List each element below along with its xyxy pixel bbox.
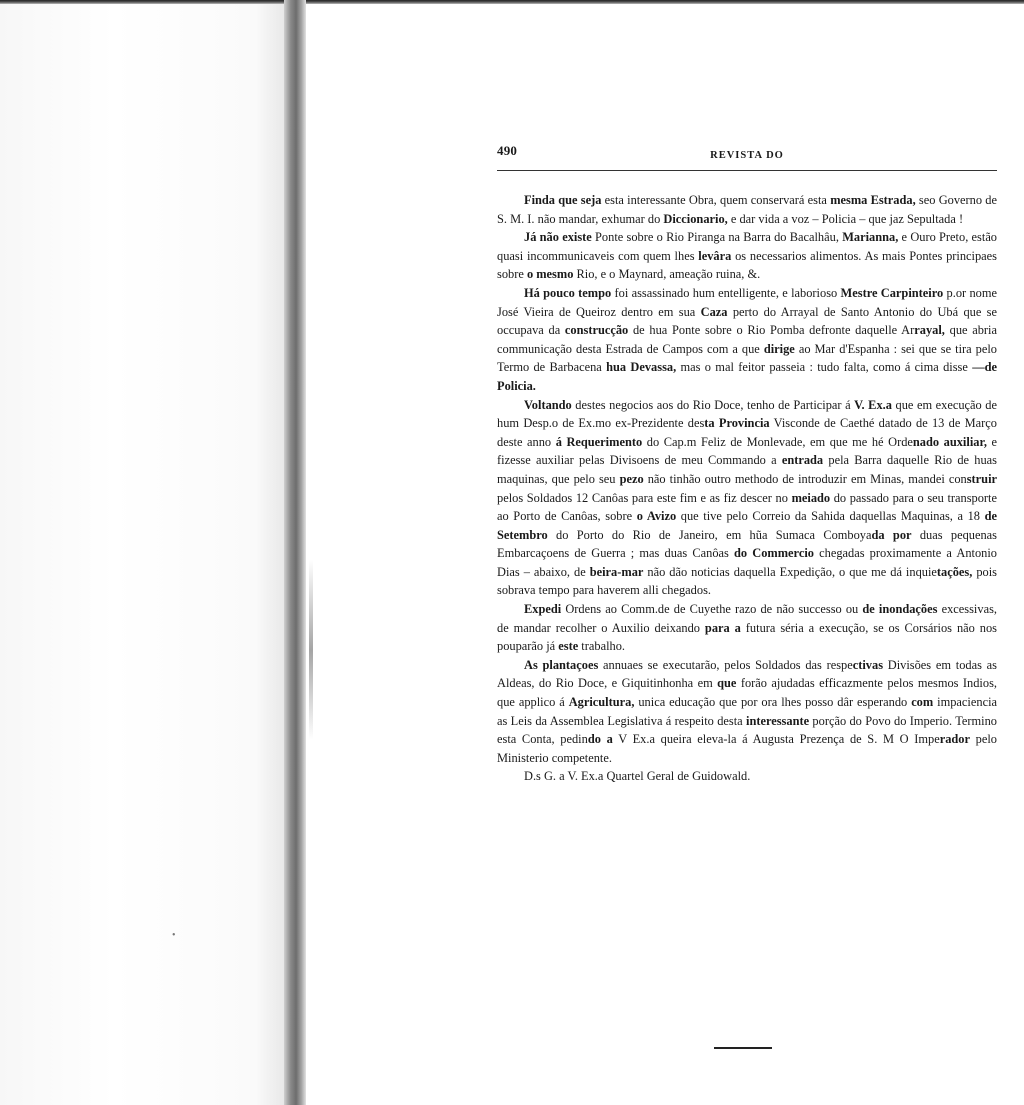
- bold-lead-text: struir: [966, 471, 998, 486]
- bold-lead-text: com: [911, 695, 934, 710]
- book-gutter-shadow: [284, 0, 306, 1105]
- bold-lead-text: meiado: [791, 490, 831, 505]
- running-title: REVISTA DO: [710, 150, 784, 161]
- text-run: seo Governo de S. M. I. não mandar, exhumar do: [497, 193, 997, 226]
- text-run: foi assassinado hum entelligente, e laborioso: [611, 285, 841, 300]
- bold-lead-text: Já não existe: [524, 230, 592, 245]
- paragraph: [497, 767, 997, 786]
- bold-lead-text: tações,: [936, 564, 973, 579]
- bold-lead-text: Mestre Carpinteiro: [840, 285, 944, 300]
- bold-lead-text: Caza: [700, 304, 728, 319]
- text-run: que abria communicação desta Estrada de Campos com a que: [497, 323, 998, 356]
- text-run: esta interessante Obra, quem conservará esta: [601, 193, 831, 207]
- text-run: os necessarios alimentos. As mais Pontes principaes sobre: [497, 248, 997, 282]
- text-run: Ordens ao Comm.de de Cuyethe razo de não successo ou: [561, 602, 863, 617]
- bold-lead-text: Finda que seja: [524, 193, 602, 207]
- text-run: chegadas proximamente a Antonio Dias – abaixo, de: [497, 546, 997, 579]
- bold-lead-text: Agricultura,: [568, 695, 635, 710]
- text-run: Ponte sobre o Rio Piranga na Barra do Bacalhâu,: [591, 230, 843, 245]
- bold-lead-text: do a: [587, 732, 613, 747]
- text-run: do Porto do Rio de Janeiro, em hũa Sumaca Comboya: [547, 527, 872, 542]
- text-run: Visconde de Caethé datado de 13 de Março deste anno: [497, 416, 997, 449]
- bold-lead-text: Há pouco tempo: [524, 285, 612, 300]
- text-run: pela Barra daquelle Rio de huas maquinas, que pelo seu: [497, 453, 997, 486]
- bold-lead-text: á Requerimento: [555, 434, 643, 449]
- paragraph: [497, 600, 997, 656]
- text-run: duas pequenas Embarcaçoens de Guerra ; mas duas Canôas: [497, 527, 997, 561]
- text-run: V Ex.a queira eleva-la á Augusta Prezença de S. M O Impe: [612, 732, 940, 747]
- text-run: Divisões em todas as Aldeas, do Rio Doce, e Giquitinhonha em: [497, 657, 997, 691]
- text-run: e Ouro Preto, estão quasi incommunicaveis com quem lhes: [497, 230, 998, 263]
- text-run: do passado para o seu transporte ao Porto de Canôas, sobre: [497, 490, 997, 524]
- bold-lead-text: o Avizo: [636, 509, 677, 524]
- paper-speck: •: [172, 930, 176, 941]
- text-run: excessivas, de mandar recolher o Auxilio deixando: [497, 602, 997, 635]
- bold-lead-text: do Commercio: [734, 546, 814, 561]
- paragraph: [497, 191, 997, 228]
- bold-lead-text: V. Ex.a: [854, 397, 892, 412]
- text-run: porção do Povo do Imperio. Termino esta Conta, pedin: [497, 713, 998, 747]
- bold-lead-text: hua Devassa,: [606, 360, 677, 375]
- text-run: que em execução de hum Desp.o de Ex.mo ex-Prezidente des: [497, 397, 997, 431]
- text-run: D.s G. a V. Ex.a Quartel Geral de Guidowald.: [524, 769, 751, 784]
- text-run: e fizesse auxiliar pelas Divisoens de meu Commando a: [497, 434, 997, 468]
- bold-lead-text: Voltando: [524, 397, 572, 412]
- text-run: que tive pelo Correio da Sahida daquellas Maquinas, a 18: [676, 509, 985, 524]
- text-run: mas o mal feitor passeia : tudo falta, como á cima disse: [676, 360, 973, 375]
- closing-rule: [714, 1047, 772, 1049]
- text-run: não dão noticias daquella Expedição, o que me dá inquie: [643, 564, 937, 579]
- bold-lead-text: entrada: [781, 453, 824, 468]
- text-run: futura séria a execução, se os Corsários não nos pouparão já: [497, 620, 997, 654]
- text-run: p.or nome José Vieira de Queiroz dentro em sua: [497, 285, 997, 319]
- text-run: annuaes se executarão, pelos Soldados das respe: [598, 657, 853, 672]
- text-run: do Cap.m Feliz de Monlevade, em que me hé Orde: [642, 434, 913, 449]
- bold-lead-text: Expedi: [524, 602, 562, 617]
- text-run: pois sobrava tempo para haverem alli chegados.: [497, 564, 997, 598]
- bold-lead-text: de inondações: [862, 602, 938, 617]
- text-run: destes negocios aos do Rio Doce, tenho de Participar á: [571, 397, 855, 412]
- text-run: pelo Ministerio competente.: [497, 732, 997, 765]
- document-page: [497, 140, 997, 786]
- bold-lead-text: ta Provincia: [704, 416, 770, 431]
- text-run: e dar vida a voz – Policia – que jaz Sepultada !: [727, 211, 964, 226]
- gutter-streak: [309, 560, 313, 740]
- bold-lead-text: levâra: [698, 248, 732, 263]
- text-run: de hua Ponte sobre o Rio Pomba defronte daquelle Ar: [628, 323, 915, 338]
- bold-lead-text: o mesmo: [526, 267, 574, 282]
- bold-lead-text: construcção: [564, 323, 629, 338]
- bold-lead-text: ctivas: [852, 657, 884, 672]
- bold-lead-text: que: [717, 676, 737, 691]
- bold-lead-text: rador: [939, 732, 970, 747]
- paragraph: [497, 284, 997, 396]
- text-run: forão ajudadas efficazmente pelos mesmos Indios, que applico á: [497, 676, 997, 710]
- text-run: unica educação que por ora lhes posso dâr esperando: [634, 695, 912, 710]
- text-run: trabalho.: [578, 639, 625, 654]
- paragraph: [497, 228, 997, 284]
- bold-lead-text: Diccionario,: [663, 211, 728, 226]
- bold-lead-text: rayal,: [914, 323, 945, 338]
- text-run: impaciencia as Leis da Assemblea Legislativa á respeito desta: [497, 695, 998, 728]
- left-facing-page: [0, 4, 284, 1105]
- text-run: não tinhão outro methodo de introduzir em Minas, mandei con: [643, 471, 967, 486]
- header-rule: [497, 170, 997, 171]
- text-run: pelos Soldados 12 Canôas para este fim e as fiz descer no: [497, 490, 792, 505]
- bold-lead-text: Marianna,: [842, 230, 899, 245]
- paragraph: [497, 396, 997, 601]
- text-run: perto do Arrayal de Santo Antonio do Ubá que se occupava da: [497, 304, 998, 338]
- bold-lead-text: pezo: [619, 471, 644, 486]
- bold-lead-text: beira-mar: [589, 564, 644, 579]
- text-run: Rio, e o Maynard, ameação ruina, &.: [573, 267, 761, 282]
- body-text: [497, 191, 997, 786]
- text-run: ao Mar d'Espanha : sei que se tira pelo Termo de Barbacena: [497, 341, 997, 375]
- paragraph: [497, 656, 997, 768]
- bold-lead-text: As plantaçoes: [524, 657, 599, 672]
- bold-lead-text: para a: [704, 620, 741, 635]
- bold-lead-text: nado auxiliar,: [912, 434, 987, 449]
- bold-lead-text: este: [558, 639, 579, 654]
- page-number: 490: [497, 143, 518, 158]
- running-head: [497, 140, 997, 162]
- bold-lead-text: interessante: [746, 713, 810, 728]
- bold-lead-text: mesma Estrada,: [830, 193, 916, 207]
- bold-lead-text: de Setembro: [497, 509, 997, 542]
- bold-lead-text: dirige: [763, 341, 795, 356]
- bold-lead-text: da por: [871, 527, 912, 542]
- bold-lead-text: —de Policia.: [497, 360, 997, 393]
